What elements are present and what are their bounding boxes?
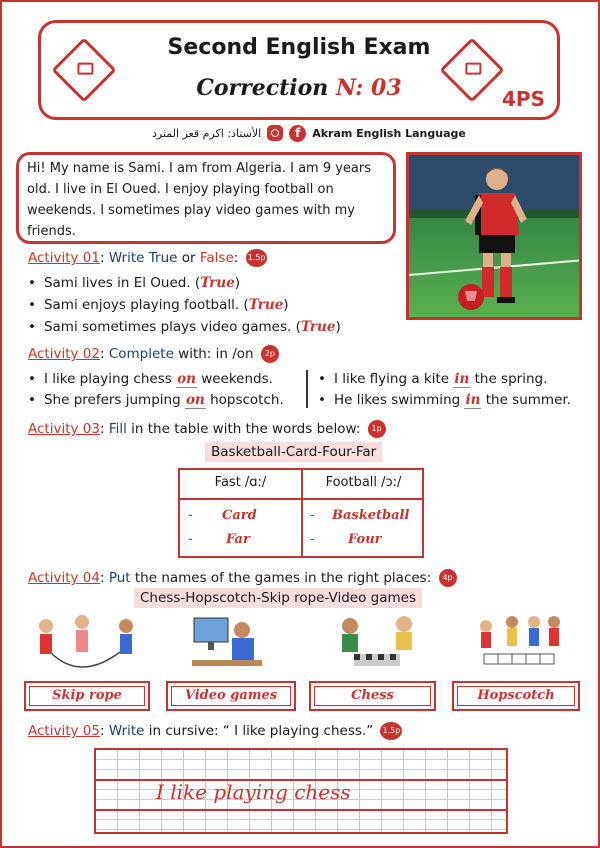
table-header: Football /ɔ:/ <box>325 475 402 490</box>
activity-1-item: • Sami lives in El Oued. (True) <box>28 275 240 291</box>
video-games-illustration <box>188 612 268 674</box>
word-bank: Chess-Hopscotch-Skip rope-Video games <box>134 588 422 608</box>
brand-name: Akram English Language <box>312 126 466 140</box>
table-cell: Card <box>222 508 257 523</box>
hopscotch-illustration <box>470 612 570 674</box>
exam-header <box>38 20 560 120</box>
points-badge: 1p <box>368 420 386 438</box>
answer-box: Hopscotch <box>452 681 580 711</box>
activity-2-item: • I like playing chess on weekends. <box>28 371 273 387</box>
activity-2-item: • I like flying a kite in the spring. <box>318 371 547 387</box>
activity-5-instruction: Activity 05: Write in cursive: “ I like playing chess.” 1.5p <box>28 723 401 739</box>
dash: - <box>310 508 315 523</box>
word-bank: Basketball-Card-Four-Far <box>205 442 382 462</box>
activity-2-item: • She prefers jumping on hopscotch. <box>28 392 284 408</box>
cursive-answer: I like playing chess <box>156 780 351 804</box>
points-badge: 1.5p <box>246 249 268 267</box>
activity-1-instruction: Activity 01: Write True or False: 1.5p <box>28 250 266 266</box>
table-header: Fast /ɑ:/ <box>214 475 267 490</box>
dash: - <box>310 532 315 547</box>
social-row <box>152 123 466 143</box>
activity-1-item: • Sami enjoys playing football. (True) <box>28 297 289 313</box>
answer-box: Video games <box>166 681 296 711</box>
reading-passage: Hi! My name is Sami. I am from Algeria. I am 9 years old. I live in El Oued. I enjoy playing football on weekends. I sometimes play video games with my friends. <box>16 152 396 244</box>
table-cell: Four <box>348 532 382 547</box>
dash: - <box>188 532 193 547</box>
answer-box: Chess <box>309 681 436 711</box>
activity-2-instruction: Activity 02: Complete with: in /on 2p <box>28 345 279 363</box>
facebook-icon: f <box>289 125 306 142</box>
level-label: 4PS <box>502 87 545 111</box>
points-badge: 4p <box>439 569 457 587</box>
table-cell: Far <box>226 532 250 547</box>
exam-title: Second English Exam <box>167 35 431 60</box>
football-boy-illustration <box>409 155 582 320</box>
sound-table <box>178 468 424 558</box>
correction-number: Correction N: 03 <box>196 75 402 101</box>
column-divider <box>306 370 308 408</box>
football-boy-photo <box>406 152 582 320</box>
table-cell: Basketball <box>332 508 410 523</box>
answer-box: Skip rope <box>24 681 150 711</box>
activity-2-item: • He likes swimming in the summer. <box>318 392 571 408</box>
instagram-icon <box>267 125 283 141</box>
points-badge: 1.5p <box>380 722 402 740</box>
chess-illustration <box>332 612 422 674</box>
skip-rope-illustration <box>30 612 150 674</box>
points-badge: 2p <box>261 345 279 363</box>
activity-4-instruction: Activity 04: Put the names of the games in the right places: 4p <box>28 569 457 587</box>
dash: - <box>188 508 193 523</box>
activity-3-instruction: Activity 03: Fill in the table with the words below: 1p <box>28 420 386 438</box>
handwriting-lines <box>94 748 508 834</box>
teacher-name: الأستاذ: اكرم قعر المثرد <box>152 126 262 140</box>
activity-1-item: • Sami sometimes plays video games. (True) <box>28 319 341 335</box>
